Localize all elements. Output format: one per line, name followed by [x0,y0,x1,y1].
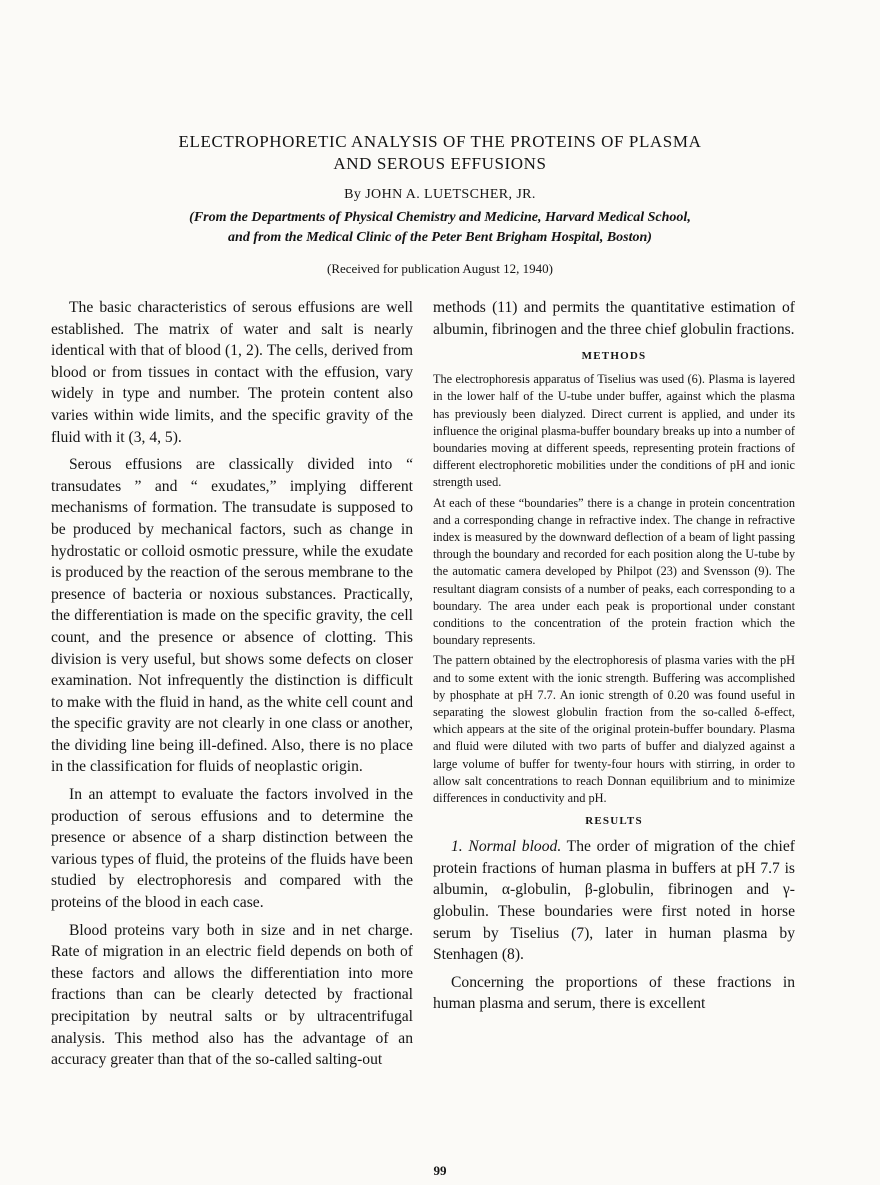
intro-paragraph-3: In an attempt to evaluate the factors involved in the production of serous effusions and to determine the presence or absence of a sharp distinction between the various types of fluid, the proteins of the fluids have been studied by electrophoresis and compared with the proteins of the blood in each case. [51,786,413,912]
received-date: (Received for publication August 12, 1940) [326,261,553,276]
title-line-1: ELECTROPHORETIC ANALYSIS OF THE PROTEINS OF PLASMA [178,132,702,151]
methods-paragraph-3: The pattern obtained by the electrophoresis of plasma varies with the pH and to some extent with the ionic strength. Buffering was accomplished by phosphate at pH 7.7. An ionic strength of 0.20 was found useful in separating the slowest globulin fraction from the so-called δ-effect, which appears at the site of the original protein-buffer boundary. Plasma and fluid were diluted with two parts of buffer and dialyzed against a large volume of buffer for twenty-four hours with stirring, in order to allow salt concentrations to reach Donnan equilibrium and to minimize differences in conductivity and pH. [433,653,795,806]
title-line-2: AND SEROUS EFFUSIONS [333,154,547,173]
intro-paragraph-1: The basic characteristics of serous effusions are well established. The matrix of water and salt is nearly identical with that of blood (1, 2). The cells, derived from blood or from tissues in contact with the effusion, vary widely in type and number. The protein content also varies within wide limits, and the specific gravity of the fluid with it (3, 4, 5). [51,299,413,446]
normal-blood-subheading: 1. Normal blood. [451,838,562,856]
intro-paragraph-2: Serous effusions are classically divided into “ transudates ” and “ exudates,” implying different mechanisms of formation. The transudate is supposed to be produced by mechanical factors, such as change in hydrostatic or colloid osmotic pressure, while the exudate is produced by the reaction of the serous membrane to the presence of bacteria or noxious substances. Practically, the differentiation is made on the specific gravity, the cell count, and the presence or absence of clotting. This division is very useful, but shows some defects on closer examination. Not infrequently the distinction is difficult to make with the fluid in hand, as the white cell count and the specific gravity are not clearly in one class or another, the dividing line being ill-defined. Also, there is no place in the classification for fluids of neoplastic origin. [51,456,413,776]
page-number: 99 [433,1163,447,1178]
methods-heading: METHODS [581,350,647,363]
results-heading: RESULTS [585,815,643,828]
methods-paragraph-2: At each of these “boundaries” there is a change in protein concentration and a corresponding change in refractive index. The change in refractive index is measured by the downward deflection of a beam of light passing through the boundary and recorded for each position along the U-tube by the automatic camera developed by Philpot (23) and Svensson (9). The resultant diagram consists of a number of peaks, each corresponding to a boundary. The area under each peak is proportional under constant conditions to the concentration of the protein fraction which the boundary represents. [433,495,795,648]
results-paragraph-1 [433,836,795,966]
right-column [433,297,795,1021]
intro-continuation: methods (11) and permits the quantitative estimation of albumin, fibrinogen and the three chief globulin fractions. [433,299,795,338]
left-column [51,297,413,1077]
article-title [100,131,780,175]
results-paragraph-2: Concerning the proportions of these fractions in human plasma and serum, there is excellent [433,973,795,1013]
affiliation [100,208,780,248]
author-line: By JOHN A. LUETSCHER, JR. [344,187,536,202]
intro-paragraph-4: Blood proteins vary both in size and in net charge. Rate of migration in an electric field depends on both of these factors and allows the differentiation into more fractions than can be clearly detected by fractional precipitation by neutral salts or by ultracentrifugal analysis. This method also has the advantage of an accuracy greater than that of the so-called salting-out [51,921,413,1069]
affiliation-line-2: and from the Medical Clinic of the Peter Bent Brigham Hospital, Boston) [228,230,652,245]
methods-paragraph-1: The electrophoresis apparatus of Tiselius was used (6). Plasma is layered in the lower half of the U-tube under buffer, against which the plasma has previously been dialyzed. Direct current is applied, and under its influence the original plasma-buffer boundary breaks up into a number of boundaries moving at different speeds, representing protein fractions of different electrophoretic mobilities under the conditions of pH and ionic strength used. [433,372,795,490]
results-paragraph-1-text: The order of migration of the chief protein fractions of human plasma in buffers at pH 7.7 is albumin, α-globulin, β-globulin, fibrinogen and γ-globulin. These boundaries were first noted in horse serum by Tiselius (7), later in human plasma by Stenhagen (8). [433,838,795,964]
affiliation-line-1: (From the Departments of Physical Chemistry and Medicine, Harvard Medical School, [189,210,691,225]
